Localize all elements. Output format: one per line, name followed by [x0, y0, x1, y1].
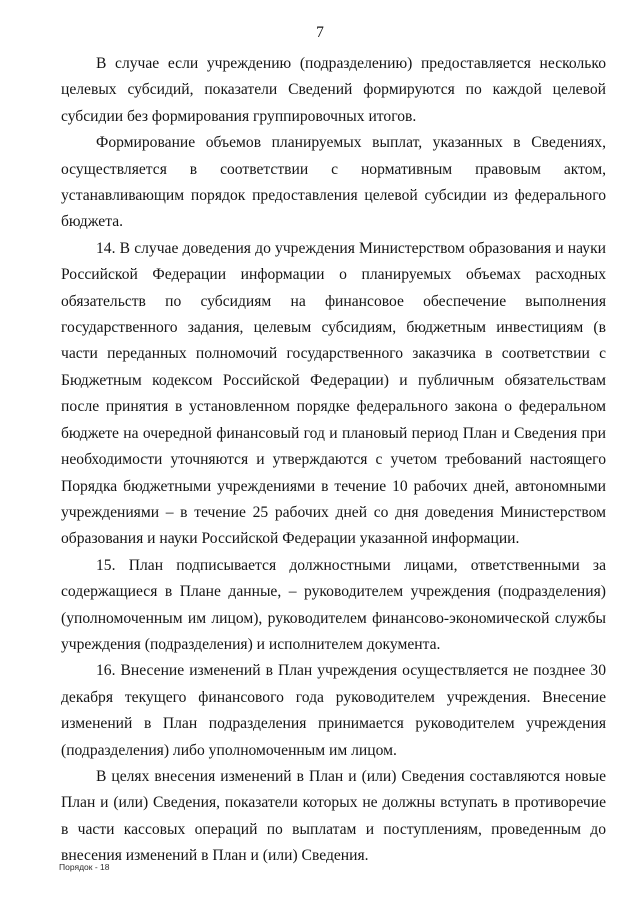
footer-label: Порядок - 18: [59, 862, 110, 872]
paragraph-item-14: 14. В случае доведения до учреждения Министерством образования и науки Российской Федерации информации о планируемых объемах расходных обязательств по субсидиям на финансовое обеспечение выполнения государственного задания, целевым субсидиям, бюджетным инвестициям (в части переданных полномочий государственного заказчика в соответствии с Бюджетным кодексом Российской Федерации) и публичным обязательствам после принятия в установленном порядке федерального закона о федеральном бюджете на очередной финансовый год и плановый период План и Сведения при необходимости уточняются и утверждаются с учетом требований настоящего Порядка бюджетными учреждениями в течение 10 рабочих дней, автономными учреждениями – в течение 25 рабочих дней со дня доведения Министерством образования и науки Российской Федерации указанной информации.: [61, 239, 606, 548]
paragraph-subsidies-multiple: В случае если учреждению (подразделению) предоставляется несколько целевых субсидий, показатели Сведений формируются по каждой целевой субсидии без формирования группировочных итогов.: [61, 55, 606, 125]
document-body: [61, 51, 606, 870]
paragraph-changes: В целях внесения изменений в План и (или) Сведения составляются новые План и (или) Сведения, показатели которых не должны вступать в противоречие в части кассовых операций по выплатам и поступлениям, проведенным до внесения изменений в План и (или) Сведения.: [61, 767, 606, 865]
paragraph-item-16: 16. Внесение изменений в План учреждения осуществляется не позднее 30 декабря текущего финансового года руководителем учреждения. Внесение изменений в План подразделения принимается руководителем учреждения (подразделения) либо уполномоченным им лицом.: [61, 662, 606, 759]
paragraph-planned-payments: Формирование объемов планируемых выплат, указанных в Сведениях, осуществляется в соответствии с нормативным правовым актом, устанавливающим порядок предоставления целевой субсидии из федерального бюджета.: [61, 134, 606, 231]
page-number: 7: [316, 24, 324, 41]
paragraph-item-15: 15. План подписывается должностными лицами, ответственными за содержащиеся в Плане данные, – руководителем учреждения (подразделения) (уполномоченным им лицом), руководителем финансово-экономической службы учреждения (подразделения) и исполнителем документа.: [61, 556, 606, 653]
